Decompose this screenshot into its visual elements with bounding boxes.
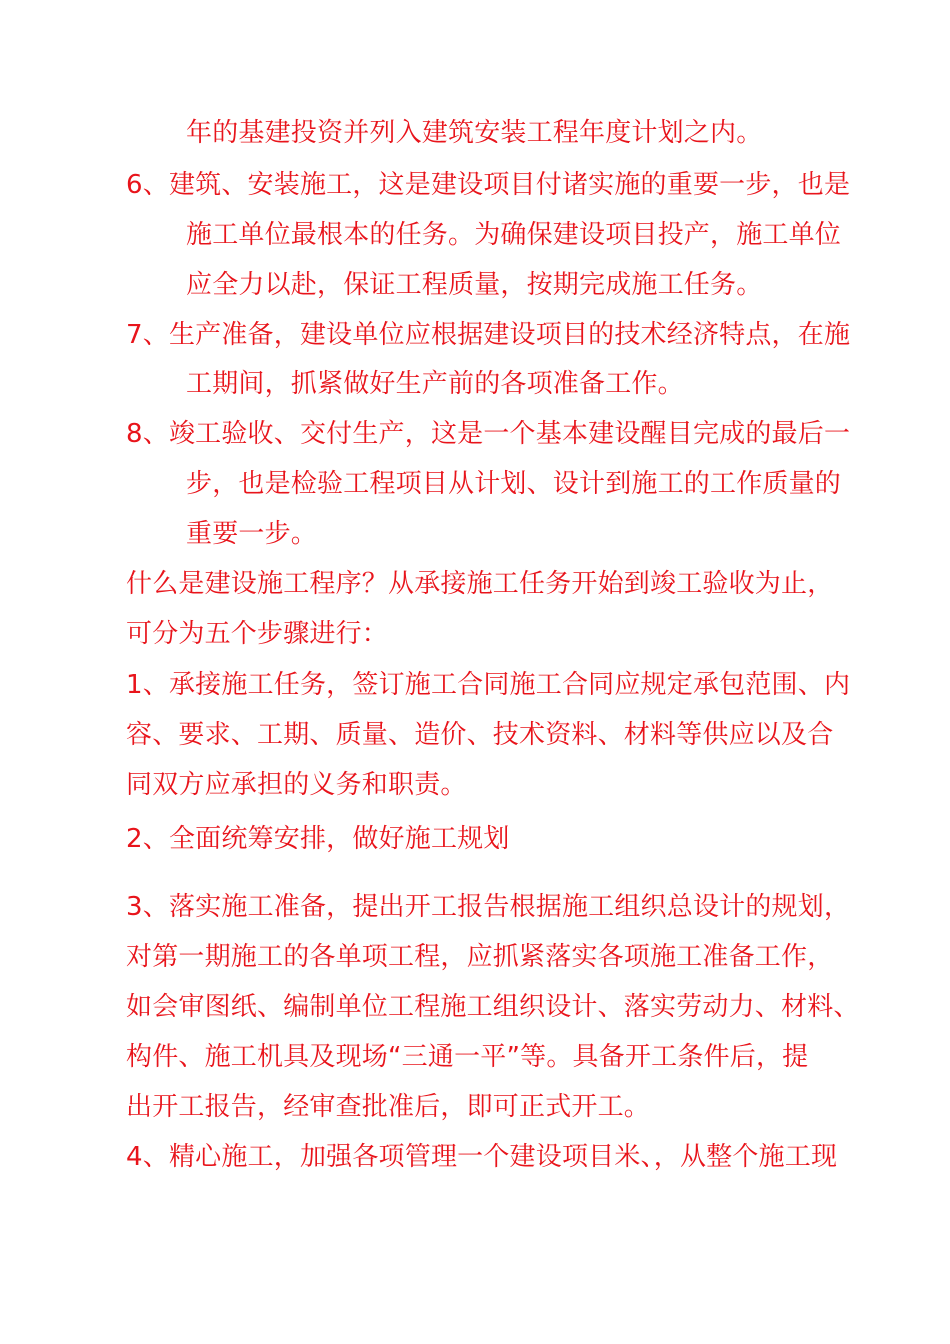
text-line: 工期间，抓紧做好生产前的各项准备工作。 [186, 369, 684, 399]
text-line: 4、精心施工，加强各项管理一个建设项目米、，从整个施工现 [126, 1142, 838, 1172]
text-line: 3、落实施工准备，提出开工报告根据施工组织总设计的规划， [126, 892, 851, 922]
text-line: 1、承接施工任务，签订施工合同施工合同应规定承包范围、内 [126, 670, 851, 700]
text-line: 年的基建投资并列入建筑安装工程年度计划之内。 [186, 118, 763, 148]
text-line: 应全力以赴，保证工程质量，按期完成施工任务。 [186, 270, 763, 300]
text-line: 8、竣工验收、交付生产，这是一个基本建设醒目完成的最后一 [126, 419, 851, 449]
text-line: 6、建筑、安装施工，这是建设项目付诸实施的重要一步，也是 [126, 170, 851, 200]
text-line: 步，也是检验工程项目从计划、设计到施工的工作质量的 [186, 469, 842, 499]
text-line: 什么是建设施工程序？从承接施工任务开始到竣工验收为止， [126, 569, 834, 599]
text-line: 对第一期施工的各单项工程，应抓紧落实各项施工准备工作， [126, 942, 834, 972]
text-line: 如会审图纸、编制单位工程施工组织设计、落实劳动力、材料、 [126, 992, 860, 1022]
text-line: 2、全面统筹安排，做好施工规划 [126, 824, 510, 854]
text-line: 出开工报告，经审查批准后，即可正式开工。 [126, 1092, 651, 1122]
text-line: 同双方应承担的义务和职责。 [126, 770, 467, 800]
text-line: 重要一步。 [186, 519, 318, 549]
text-line: 构件、施工机具及现场“三通一平”等。具备开工条件后，提 [126, 1042, 809, 1072]
text-line: 容、要求、工期、质量、造价、技术资料、材料等供应以及合 [126, 720, 834, 750]
text-line: 施工单位最根本的任务。为确保建设项目投产，施工单位 [186, 220, 842, 250]
text-line: 7、生产准备，建设单位应根据建设项目的技术经济特点，在施 [126, 320, 851, 350]
text-line: 可分为五个步骤进行： [126, 619, 389, 649]
